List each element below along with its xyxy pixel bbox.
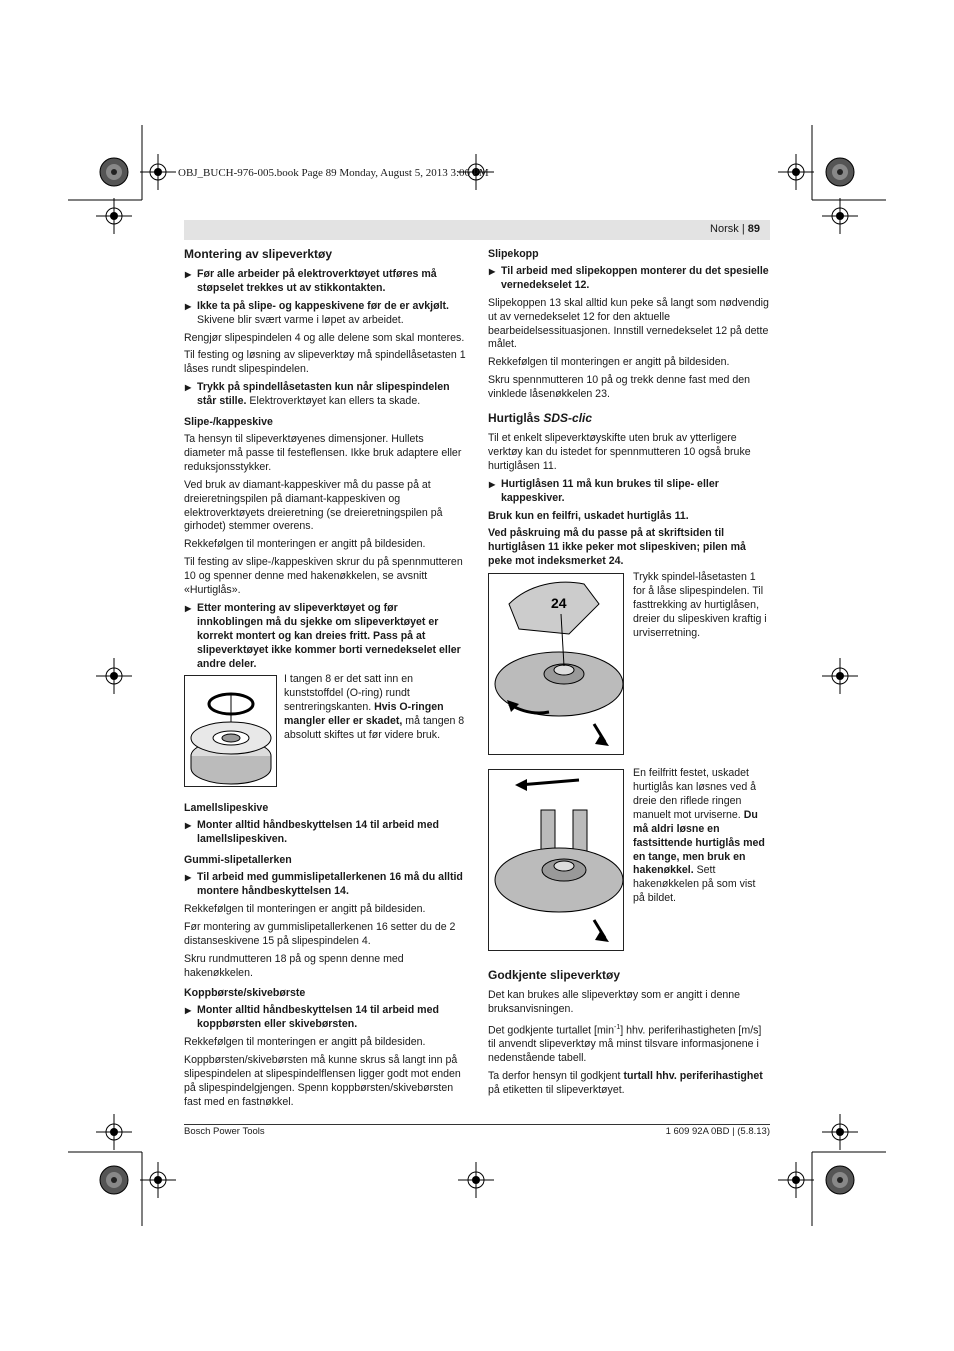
- para-slipekoppen: Slipekoppen 13 skal alltid kun peke så langt som nødvendig ut av vernedekselet 12 for den aktuelle bearbeidelsessituasjonen. Innstill vernedekselet 12 på dette målet.: [488, 296, 769, 351]
- bullet-slipekopp: ▶ Til arbeid med slipekoppen monterer du det spesielle vernedekselet 12.: [488, 265, 770, 293]
- oring-text-2: må tangen 8 absolutt skiftes ut før videre bruk.: [284, 715, 465, 742]
- bullet-avkjolt-bold: Ikke ta på slipe- og kappeskivene før de er avkjølt.: [197, 299, 449, 312]
- para-etikett: [488, 1070, 770, 1098]
- para-rekkefolge-1: Rekkefølgen til monteringen er angitt på bildesiden.: [184, 538, 426, 551]
- oring-figure: [184, 675, 277, 787]
- header-text: [710, 223, 760, 235]
- left-column: [184, 248, 466, 1114]
- hurtiglas-figure-1: [488, 573, 624, 755]
- etikett-bold: turtall hhv. periferihastighet: [623, 1070, 763, 1083]
- index-mark-label: 24: [551, 595, 567, 612]
- para-festing: Til festing av slipe-/kappeskiven skrur du på spennmutteren 10 og spenner denne med hakenøkkelen, se avsnitt «Hurtiglås».: [184, 556, 463, 597]
- page-header: [184, 220, 770, 240]
- oring-text-1: I tangen 8 er det satt inn en kunststoffdel (O-ring) rundt sentreringskanten.: [284, 673, 413, 714]
- para-dimensjoner: Ta hensyn til slipeverktøyenes dimensjoner. Hullets diameter må passe til festeflensen. Ikke bruk adaptere eller reduksjonsstykker.: [184, 432, 462, 473]
- etikett-a: Ta derfor hensyn til godkjent: [488, 1070, 624, 1083]
- para-koppborste: Koppbørsten/skivebørsten må kunne skrus så langt inn på slipespindelen at slipespindelflensen ligger godt mot enden på slipespindelgjengen. Spenn koppbørsten/skivebørsten fast med en fastnøkkel.: [184, 1054, 461, 1108]
- bullet-stopsel: ▶ Før alle arbeider på elektroverktøyet utføres må støpselet trekkes ut av stikkontakten.: [184, 268, 466, 296]
- para-paskruing: Ved påskruing må du passe på at skriftsiden til hurtiglåsen 11 ikke peker mot slipeskiven; pilen må peke mot indeksmerket 24.: [488, 527, 746, 568]
- oring-figure-block: [184, 675, 466, 795]
- bullet-lamell: ▶ Monter alltid håndbeskyttelsen 14 til arbeid med lamellslipeskiven.: [184, 819, 466, 847]
- footer-rule: [184, 1124, 770, 1125]
- turtall-a: Det godkjente turtallet [min: [488, 1024, 615, 1037]
- para-diamant: Ved bruk av diamant-kappeskiver må du passe på at dreieretningspilen på diamant-kappeskiven og elektroverktøyets dreieretning (se dreieretningspilen på girhodet) stemmer overens.: [184, 478, 443, 533]
- fig2-text-2: Sett hakenøkkelen på som vist på bildet.: [633, 864, 756, 905]
- bullet-etter-montering: ▶ Etter montering av slipeverktøyet og før innkoblingen må du sjekke om slipeverktøyet er korrekt montert og kan dreies fritt. Pass på at slipeverktøyet ikke kommer borti vernedekselet eller andre deler.: [184, 602, 466, 672]
- para-feilfri: Bruk kun en feilfri, uskadet hurtiglås 11.: [488, 509, 689, 522]
- bullet-avkjolt-rest: Skivene blir svært varme i løpet av arbeidet.: [197, 313, 404, 326]
- heading-slipe-kappeskive: Slipe-/kappeskive: [184, 416, 273, 429]
- para-rekkefolge-4: Rekkefølgen til monteringen er angitt på bildesiden.: [488, 356, 730, 369]
- heading-montering: Montering av slipeverktøy: [184, 247, 333, 261]
- turtall-b: ] hhv. periferihastigheten [m/s] til anvendt slipeverktøy må minst tilsvare informasjonene i nedenstående tabell.: [488, 1024, 762, 1065]
- page-number: 89: [747, 223, 760, 235]
- print-slug: OBJ_BUCH-976-005.book Page 89 Monday, August 5, 2013 3:06 PM: [178, 167, 489, 179]
- heading-godkjente: Godkjente slipeverktøy: [488, 968, 621, 983]
- para-godkjente-1: Det kan brukes alle slipeverktøy som er angitt i denne bruksanvisningen.: [488, 989, 741, 1015]
- heading-hurtiglas-text: Hurtiglås: [488, 411, 541, 426]
- bullet-spindellas-rest: Elektroverktøyet kan ellers ta skade.: [246, 395, 421, 408]
- para-hurtiglas-intro: Til et enkelt slipeverktøyskifte uten bruk av ytterligere verktøy kan du istedet for spennmutteren 10 også bruke hurtiglåsen 11.: [488, 431, 751, 472]
- fig2-text-1: En feilfritt festet, uskadet hurtiglås kan løsnes ved å dreie den riflede ringen manuelt mot urviserne.: [633, 767, 757, 821]
- turtall-sup: -1: [614, 1023, 621, 1031]
- oring-illustration: [185, 676, 276, 786]
- para-distanseskiver: Før montering av gummislipetallerkenen 16 setter du de 2 distanseskivene 15 på slipespindelen 4.: [184, 920, 456, 947]
- heading-hurtiglas: [488, 412, 770, 426]
- oring-figure-text: [284, 673, 466, 743]
- hurtiglas-figure-2: [488, 769, 624, 951]
- footer-left: Bosch Power Tools: [184, 1126, 265, 1137]
- loosen-illustration: [489, 770, 623, 950]
- tighten-illustration: [489, 574, 623, 754]
- heading-lamell: Lamellslipeskive: [184, 802, 269, 815]
- hurtiglas-figure-1-block: [488, 573, 770, 769]
- bullet-hurtiglas: ▶ Hurtiglåsen 11 må kun brukes til slipe- eller kappeskiver.: [488, 478, 770, 506]
- header-language: Norsk: [710, 223, 739, 235]
- right-column: [488, 248, 770, 1102]
- para-spindellas: Til festing og løsning av slipeverktøy må spindellåsetasten 1 låses rundt slipespindelen.: [184, 349, 466, 376]
- footer-right: 1 609 92A 0BD | (5.8.13): [665, 1126, 770, 1137]
- heading-koppborste: Koppbørste/skivebørste: [184, 987, 306, 1000]
- sds-clic-logo: SDS-clic: [543, 411, 593, 426]
- para-spennmutter: Skru spennmutteren 10 på og trekk denne fast med den vinklede låsenøkkelen 23.: [488, 374, 751, 401]
- header-separator: |: [741, 223, 745, 235]
- bullet-avkjolt: [184, 300, 466, 328]
- heading-slipekopp: Slipekopp: [488, 248, 539, 260]
- para-rekkefolge-3: Rekkefølgen til monteringen er angitt på bildesiden.: [184, 1036, 426, 1049]
- fig2-text-bold: Du må aldri løsne en fastsittende hurtiglås med en tange, men bruk en hakenøkkel.: [633, 808, 765, 877]
- para-rengjor: Rengjør slipespindelen 4 og alle delene som skal monteres.: [184, 331, 465, 344]
- heading-gummi: Gummi-slipetallerken: [184, 854, 292, 867]
- para-turtall: [488, 1021, 770, 1066]
- para-rundmutter: Skru rundmutteren 18 på og spenn denne med hakenøkkelen.: [184, 952, 404, 979]
- bullet-spindellas-bold: Trykk på spindellåsetasten kun når slipespindelen står stille.: [197, 381, 450, 408]
- hurtiglas-figure-1-text: Trykk spindel-låsetasten 1 for å låse slipespindelen. Til fasttrekking av hurtiglåsen, dreier du slipeskiven kraftig i urviserretning.: [633, 571, 767, 639]
- hurtiglas-figure-2-block: [488, 769, 770, 965]
- para-rekkefolge-2: Rekkefølgen til monteringen er angitt på bildesiden.: [184, 902, 426, 915]
- etikett-b: på etiketten til slipeverktøyet.: [488, 1084, 625, 1096]
- oring-text-bold: Hvis O-ringen mangler eller er skadet,: [284, 701, 444, 728]
- bullet-koppborste: ▶ Monter alltid håndbeskyttelsen 14 til arbeid med koppbørsten eller skivebørsten.: [184, 1004, 466, 1032]
- hurtiglas-figure-2-text: [633, 767, 770, 906]
- bullet-spindellas: [184, 381, 466, 409]
- bullet-gummi: ▶ Til arbeid med gummislipetallerkenen 16 må du alltid montere håndbeskyttelsen 14.: [184, 871, 466, 899]
